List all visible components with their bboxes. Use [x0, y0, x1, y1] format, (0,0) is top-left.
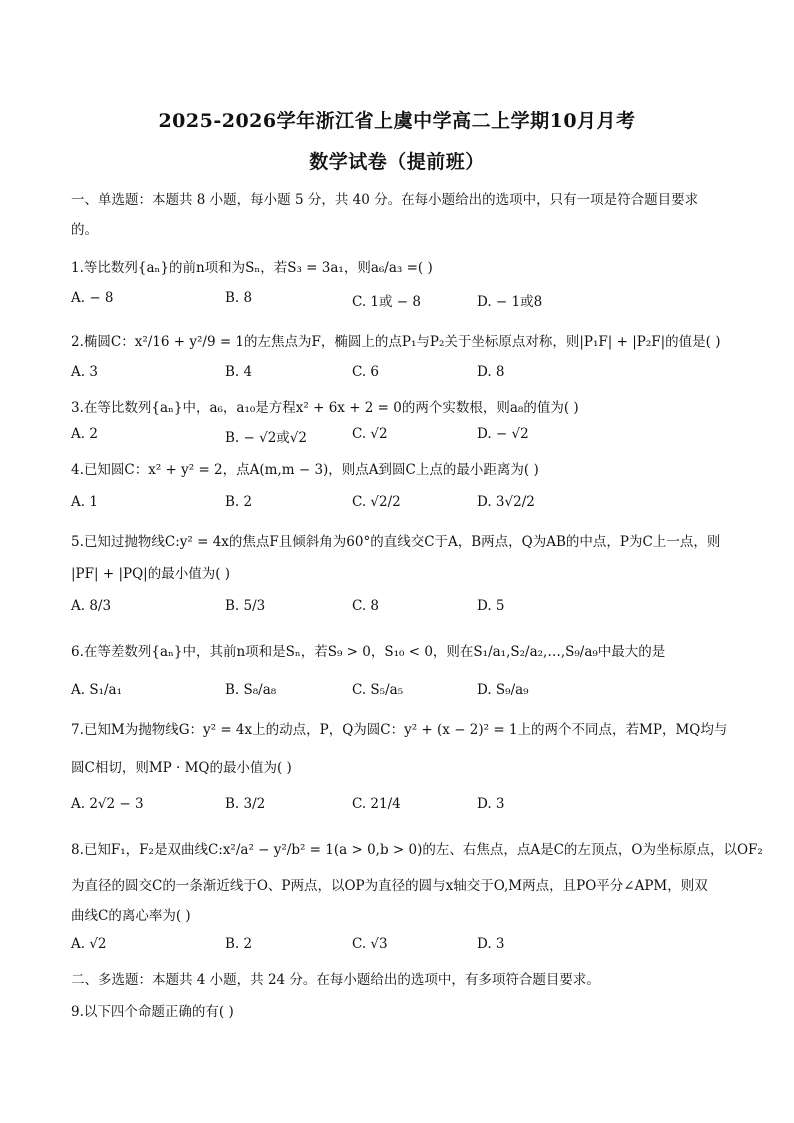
q4-option-b: B. 2: [225, 494, 253, 510]
q1-options: [71, 290, 731, 312]
q4-option-c: C. √2/2: [352, 494, 401, 510]
q5-option-b: B. 5/3: [225, 598, 266, 614]
q7-stem-line1: 7.已知M为抛物线G：y² = 4x上的动点，P，Q为圆C：y² + (x − 2)² = 1上的两个不同点，若MP，MQ均与: [71, 722, 728, 738]
q1-option-b: B. 8: [225, 290, 253, 306]
q7-stem-line2: 圆C相切，则MP · MQ的最小值为( ): [71, 760, 292, 776]
q5-stem-line2: |PF| + |PQ|的最小值为( ): [71, 566, 231, 582]
section1-header-cont: 的。: [71, 222, 98, 238]
q4-options: [71, 494, 731, 516]
q8-options: [71, 936, 731, 958]
q8-option-c: C. √3: [352, 936, 388, 952]
q3-stem: 3.在等比数列{aₙ}中，a₆，a₁₀是方程x² + 6x + 2 = 0的两个实数根，则a₈的值为( ): [71, 400, 579, 416]
q4-option-d: D. 3√2/2: [477, 494, 535, 510]
q6-option-d: D. S₉/a₉: [477, 682, 529, 698]
q5-option-c: C. 8: [352, 598, 380, 614]
q8-option-d: D. 3: [477, 936, 505, 952]
q2-options: [71, 364, 731, 386]
exam-subtitle: 数学试卷（提前班）: [309, 151, 485, 173]
q7-options: [71, 796, 731, 818]
q2-option-b: B. 4: [225, 364, 253, 380]
q5-options: [71, 598, 731, 620]
q3-option-b: B. − √2或√2: [225, 430, 307, 446]
q1-option-c: C. 1或 − 8: [352, 294, 422, 310]
q8-stem-line3: 曲线C的离心率为( ): [71, 908, 191, 924]
q8-stem-line1: 8.已知F₁，F₂是双曲线C:x²/a² − y²/b² = 1(a > 0,b > 0)的左、右焦点，点A是C的左顶点，O为坐标原点，以OF₂: [71, 842, 763, 858]
q8-option-a: A. √2: [71, 936, 107, 952]
q2-option-a: A. 3: [71, 364, 98, 380]
q4-stem: 4.已知圆C：x² + y² = 2，点A(m,m − 3)，则点A到圆C上点的最小距离为( ): [71, 462, 539, 478]
q2-stem: 2.椭圆C：x²/16 + y²/9 = 1的左焦点为F，椭圆上的点P₁与P₂关于坐标原点对称，则|P₁F| + |P₂F|的值是( ): [71, 334, 721, 350]
q9-stem: 9.以下四个命题正确的有( ): [71, 1004, 234, 1020]
q4-option-a: A. 1: [71, 494, 98, 510]
q7-option-a: A. 2√2 − 3: [71, 796, 144, 812]
section2-header: 二、多选题：本题共 4 小题，共 24 分。在每小题给出的选项中，有多项符合题目要求。: [71, 972, 600, 988]
q8-stem-line2: 为直径的圆交C的一条渐近线于O、P两点，以OP为直径的圆与x轴交于O,M两点，且PO平分∠APM，则双: [71, 878, 708, 894]
q5-stem-line1: 5.已知过抛物线C:y² = 4x的焦点F且倾斜角为60°的直线交C于A，B两点，Q为AB的中点，P为C上一点，则: [71, 534, 721, 550]
q1-option-a: A. − 8: [71, 290, 114, 306]
q7-option-d: D. 3: [477, 796, 505, 812]
section1-header: 一、单选题：本题共 8 小题，每小题 5 分，共 40 分。在每小题给出的选项中，只有一项是符合题目要求: [71, 192, 699, 208]
q3-option-d: D. − √2: [477, 426, 529, 442]
q3-option-c: C. √2: [352, 426, 388, 442]
q1-option-d: D. − 1或8: [477, 294, 543, 310]
q6-option-b: B. S₈/a₈: [225, 682, 277, 698]
q7-option-b: B. 3/2: [225, 796, 266, 812]
q6-stem: 6.在等差数列{aₙ}中，其前n项和是Sₙ，若S₉ > 0，S₁₀ < 0，则在S₁/a₁,S₂/a₂,…,S₉/a₉中最大的是: [71, 644, 666, 660]
q3-option-a: A. 2: [71, 426, 98, 442]
q2-option-d: D. 8: [477, 364, 505, 380]
q1-stem: 1.等比数列{aₙ}的前n项和为Sₙ，若S₃ = 3a₁，则a₆/a₃ =( ): [71, 260, 433, 276]
q7-option-c: C. 21/4: [352, 796, 401, 812]
q2-option-c: C. 6: [352, 364, 380, 380]
q3-options: [71, 426, 731, 448]
q6-option-c: C. S₅/a₅: [352, 682, 404, 698]
q5-option-d: D. 5: [477, 598, 505, 614]
q6-option-a: A. S₁/a₁: [71, 682, 123, 698]
q5-option-a: A. 8/3: [71, 598, 112, 614]
q8-option-b: B. 2: [225, 936, 253, 952]
q6-options: [71, 682, 731, 704]
exam-title: 2025-2026学年浙江省上虞中学高二上学期10月月考: [158, 110, 636, 132]
